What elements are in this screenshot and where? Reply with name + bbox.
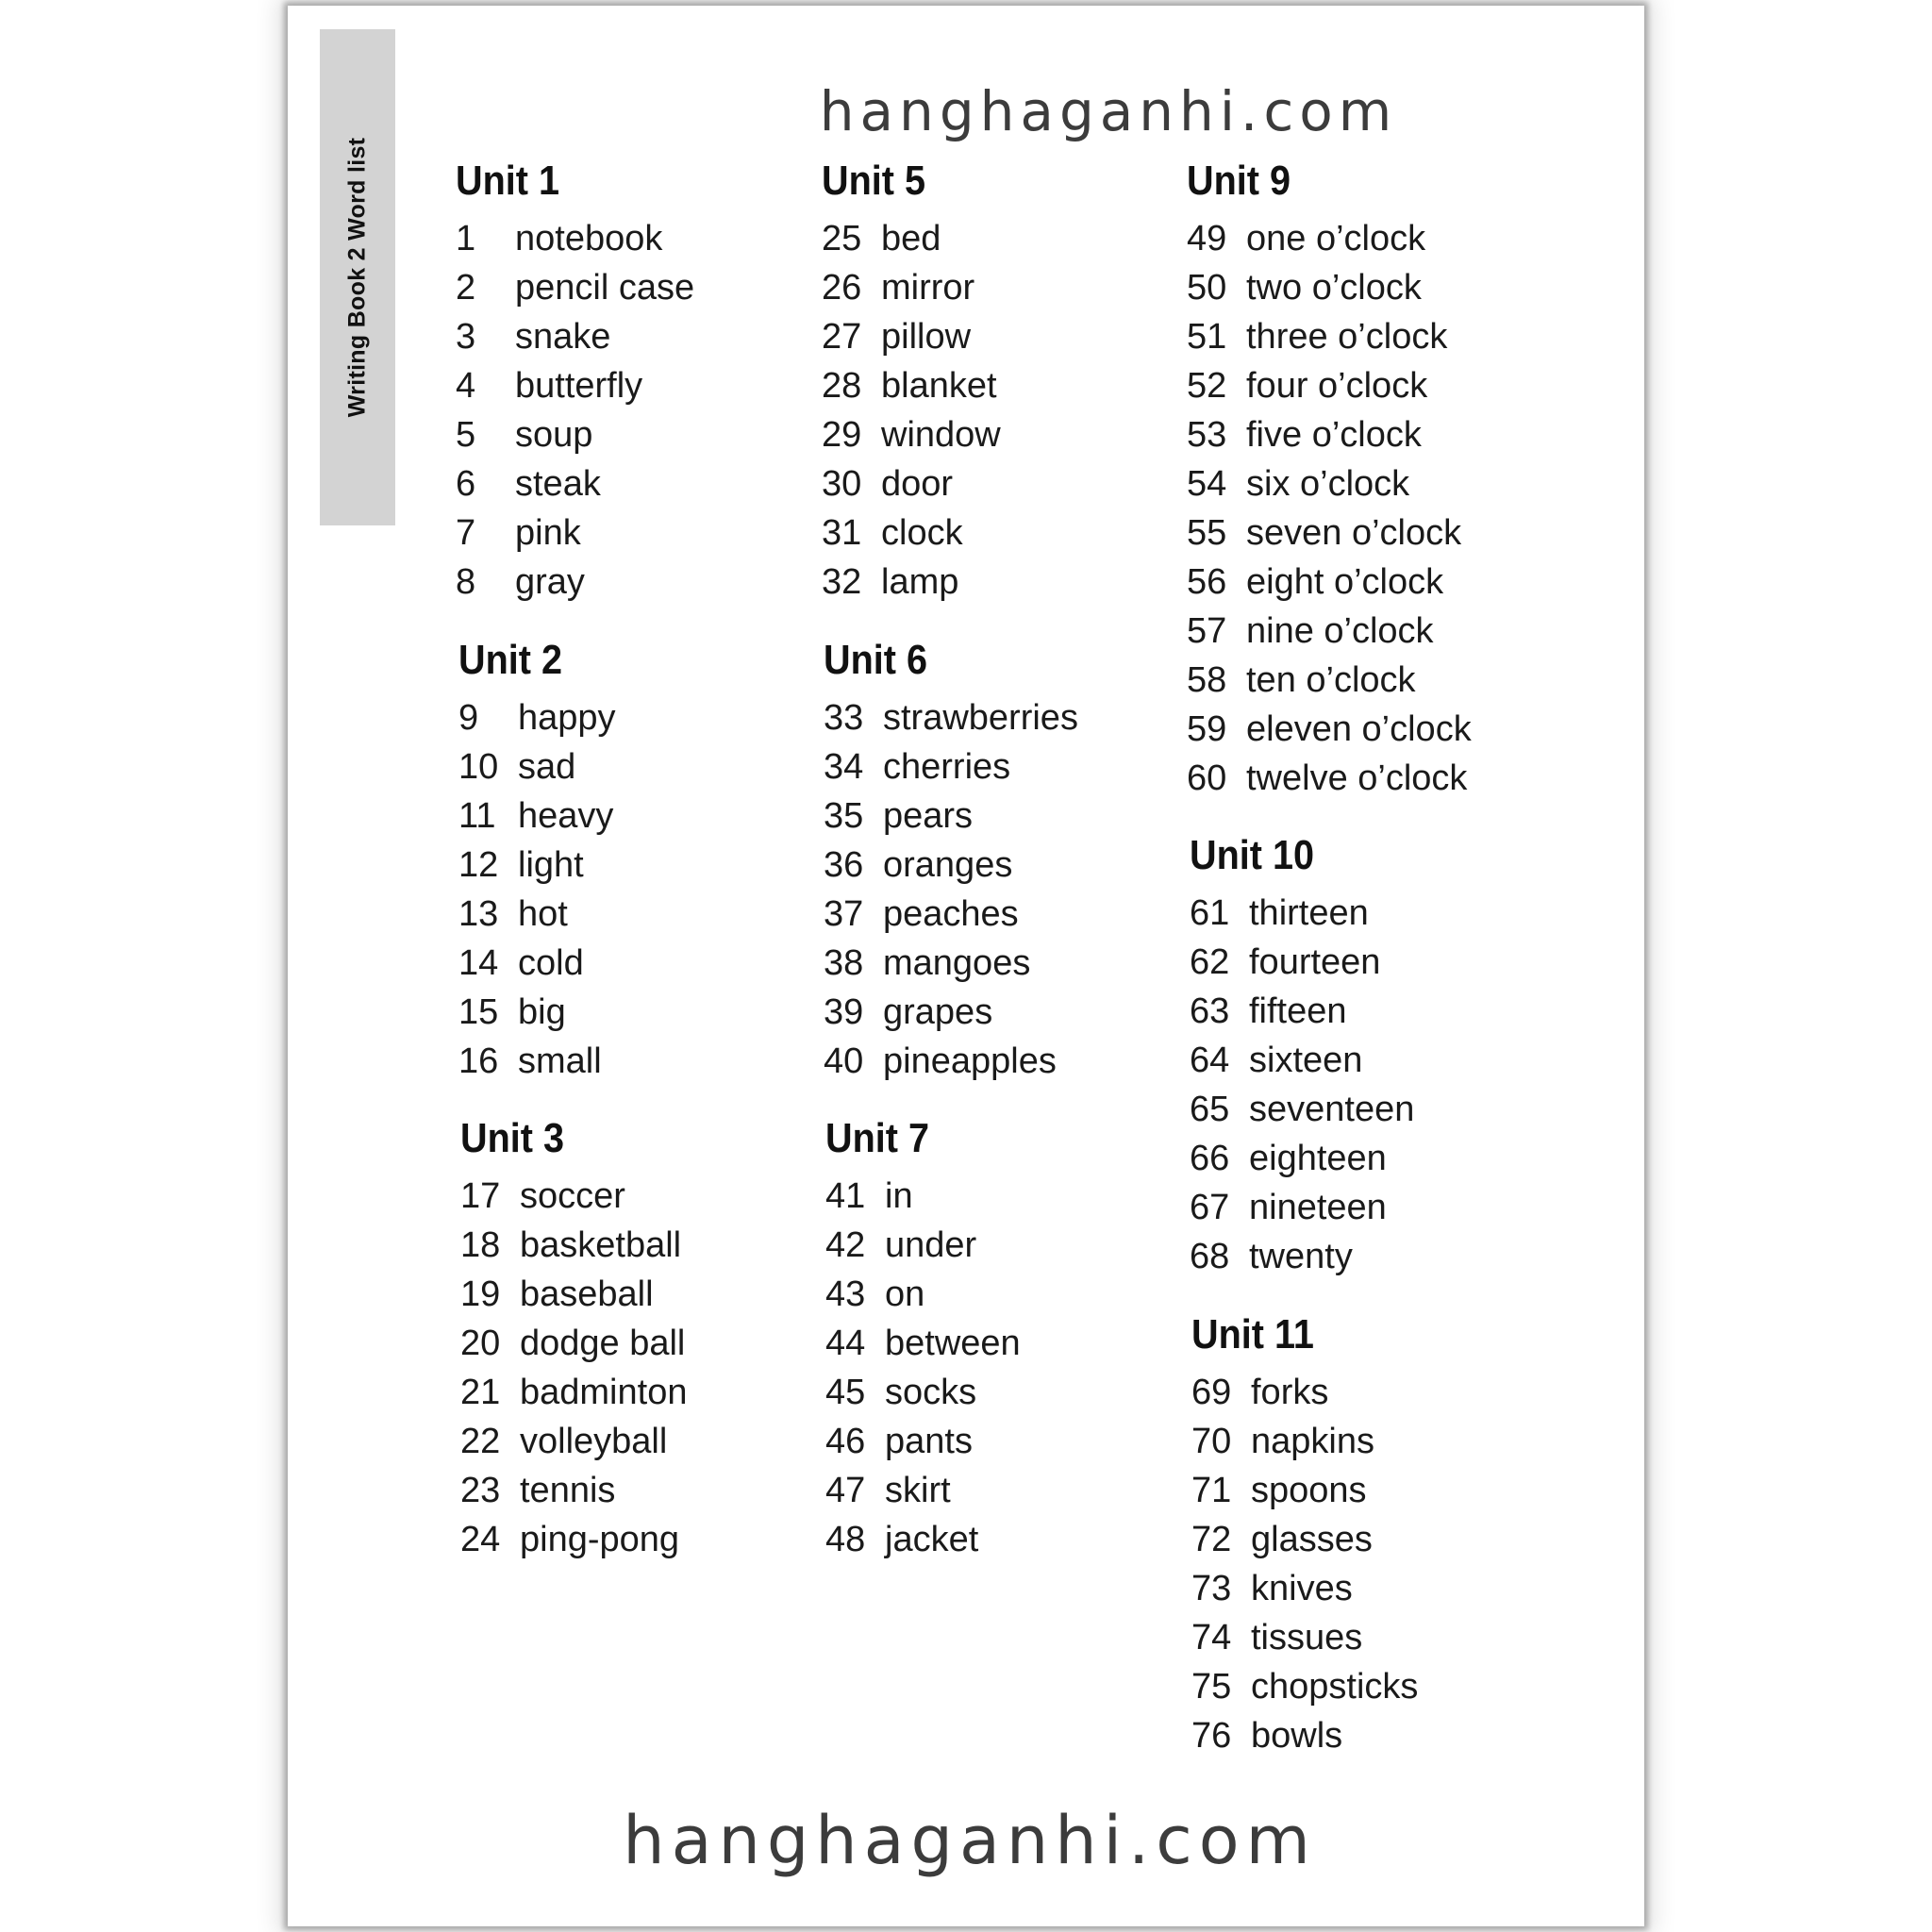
word-entry	[824, 939, 1182, 988]
word-entry	[1187, 558, 1545, 607]
word-list	[458, 693, 817, 1086]
word-number: 39	[824, 991, 864, 1032]
word-text: sixteen	[1249, 1040, 1363, 1080]
word-text: under	[885, 1224, 977, 1265]
word-entry	[458, 841, 817, 890]
word-entry	[1187, 312, 1545, 361]
word-number: 37	[824, 893, 864, 934]
word-number: 9	[458, 697, 479, 738]
word-entry	[1191, 1662, 1550, 1711]
word-text: heavy	[518, 795, 614, 836]
word-text: mirror	[881, 267, 975, 308]
word-text: knives	[1251, 1568, 1353, 1608]
word-list	[1191, 1368, 1550, 1760]
word-entry	[1191, 1711, 1550, 1760]
watermark-bottom: hanghaganhi.com	[623, 1802, 1317, 1879]
word-number: 4	[456, 365, 476, 406]
word-entry	[822, 214, 1180, 263]
word-number: 64	[1190, 1040, 1230, 1080]
word-text: small	[518, 1041, 602, 1081]
unit-section	[456, 156, 814, 607]
word-text: gray	[515, 561, 585, 602]
word-number: 5	[456, 414, 476, 455]
unit-section	[1190, 830, 1548, 1281]
word-number: 56	[1187, 561, 1227, 602]
word-number: 23	[460, 1470, 501, 1510]
word-entry	[824, 890, 1182, 939]
word-entry	[460, 1368, 819, 1417]
word-entry	[460, 1515, 819, 1564]
word-entry	[1187, 214, 1545, 263]
word-number: 71	[1191, 1470, 1232, 1510]
word-number: 51	[1187, 316, 1227, 357]
word-entry	[460, 1172, 819, 1221]
side-tab-label: Writing Book 2 Word list	[343, 137, 371, 418]
word-text: butterfly	[515, 365, 643, 406]
word-entry	[825, 1270, 1184, 1319]
word-number: 29	[822, 414, 862, 455]
word-number: 6	[456, 463, 476, 504]
word-entry	[1191, 1564, 1550, 1613]
word-text: snake	[515, 316, 611, 357]
word-number: 13	[458, 893, 499, 934]
word-number: 76	[1191, 1715, 1232, 1756]
word-entry	[1187, 656, 1545, 705]
word-text: bowls	[1251, 1715, 1343, 1756]
word-number: 43	[825, 1274, 866, 1314]
unit-section	[1191, 1309, 1550, 1760]
word-number: 22	[460, 1421, 501, 1461]
word-entry	[458, 693, 817, 742]
word-entry	[822, 263, 1180, 312]
word-text: hot	[518, 893, 568, 934]
word-list	[1187, 214, 1545, 803]
word-entry	[1190, 938, 1548, 987]
word-number: 54	[1187, 463, 1227, 504]
word-entry	[822, 361, 1180, 410]
word-text: notebook	[515, 218, 663, 258]
word-entry	[1190, 1085, 1548, 1134]
word-text: blanket	[881, 365, 997, 406]
unit-section	[824, 635, 1182, 1086]
word-number: 49	[1187, 218, 1227, 258]
word-text: forks	[1251, 1372, 1329, 1412]
word-number: 25	[822, 218, 862, 258]
unit-heading: Unit 3	[460, 1115, 565, 1161]
word-number: 48	[825, 1519, 866, 1559]
word-entry	[456, 312, 814, 361]
word-number: 19	[460, 1274, 501, 1314]
word-number: 27	[822, 316, 862, 357]
word-text: fourteen	[1249, 941, 1381, 982]
word-text: thirteen	[1249, 892, 1369, 933]
word-entry	[460, 1221, 819, 1270]
word-number: 36	[824, 844, 864, 885]
word-entry	[458, 791, 817, 841]
unit-heading: Unit 9	[1187, 158, 1291, 204]
word-entry	[825, 1417, 1184, 1466]
word-text: socks	[885, 1372, 977, 1412]
word-list	[456, 214, 814, 607]
word-entry	[822, 459, 1180, 508]
word-entry	[822, 312, 1180, 361]
word-number: 66	[1190, 1138, 1230, 1178]
word-number: 8	[456, 561, 476, 602]
word-entry	[458, 988, 817, 1037]
word-number: 2	[456, 267, 476, 308]
word-text: tennis	[520, 1470, 616, 1510]
word-number: 68	[1190, 1236, 1230, 1276]
word-number: 12	[458, 844, 499, 885]
word-entry	[824, 841, 1182, 890]
word-entry	[1191, 1417, 1550, 1466]
word-text: strawberries	[883, 697, 1078, 738]
word-entry	[1187, 508, 1545, 558]
word-entry	[1187, 410, 1545, 459]
word-entry	[456, 410, 814, 459]
word-entry	[458, 742, 817, 791]
word-text: in	[885, 1175, 913, 1216]
word-text: oranges	[883, 844, 1013, 885]
word-list	[825, 1172, 1184, 1564]
unit-section	[1187, 156, 1545, 803]
word-number: 16	[458, 1041, 499, 1081]
word-text: dodge ball	[520, 1323, 686, 1363]
word-text: soup	[515, 414, 593, 455]
unit-section	[460, 1113, 819, 1564]
word-text: eighteen	[1249, 1138, 1387, 1178]
word-number: 46	[825, 1421, 866, 1461]
word-number: 55	[1187, 512, 1227, 553]
word-entry	[1191, 1466, 1550, 1515]
word-text: four o’clock	[1246, 365, 1428, 406]
word-number: 75	[1191, 1666, 1232, 1707]
word-entry	[458, 1037, 817, 1086]
word-entry	[458, 890, 817, 939]
word-number: 63	[1190, 991, 1230, 1031]
word-number: 15	[458, 991, 499, 1032]
word-list	[1190, 889, 1548, 1281]
word-entry	[824, 791, 1182, 841]
word-entry	[822, 410, 1180, 459]
word-text: big	[518, 991, 566, 1032]
word-number: 24	[460, 1519, 501, 1559]
word-entry	[1190, 1232, 1548, 1281]
word-number: 14	[458, 942, 499, 983]
word-number: 33	[824, 697, 864, 738]
word-text: eight o’clock	[1246, 561, 1444, 602]
word-text: grapes	[883, 991, 993, 1032]
word-text: seven o’clock	[1246, 512, 1462, 553]
word-entry	[460, 1417, 819, 1466]
word-number: 42	[825, 1224, 866, 1265]
word-text: pink	[515, 512, 581, 553]
word-text: eleven o’clock	[1246, 708, 1472, 749]
watermark-top: hanghaganhi.com	[819, 79, 1398, 143]
word-entry	[825, 1319, 1184, 1368]
word-text: clock	[881, 512, 963, 553]
word-entry	[1190, 987, 1548, 1036]
word-number: 67	[1190, 1187, 1230, 1227]
word-text: twelve o’clock	[1246, 758, 1468, 798]
unit-heading: Unit 2	[458, 637, 563, 683]
word-entry	[456, 361, 814, 410]
word-text: between	[885, 1323, 1021, 1363]
unit-heading: Unit 7	[825, 1115, 930, 1161]
word-number: 34	[824, 746, 864, 787]
word-number: 65	[1190, 1089, 1230, 1129]
word-list	[824, 693, 1182, 1086]
word-entry	[825, 1368, 1184, 1417]
word-number: 73	[1191, 1568, 1232, 1608]
word-entry	[1191, 1613, 1550, 1662]
word-entry	[460, 1270, 819, 1319]
word-number: 18	[460, 1224, 501, 1265]
unit-section	[825, 1113, 1184, 1564]
word-number: 10	[458, 746, 499, 787]
word-entry	[456, 558, 814, 607]
word-number: 53	[1187, 414, 1227, 455]
word-entry	[825, 1515, 1184, 1564]
word-text: fifteen	[1249, 991, 1347, 1031]
word-text: spoons	[1251, 1470, 1367, 1510]
unit-section	[458, 635, 817, 1086]
word-number: 58	[1187, 659, 1227, 700]
word-number: 35	[824, 795, 864, 836]
word-number: 57	[1187, 610, 1227, 651]
word-text: steak	[515, 463, 601, 504]
word-text: seventeen	[1249, 1089, 1415, 1129]
word-text: pears	[883, 795, 974, 836]
word-text: ten o’clock	[1246, 659, 1416, 700]
word-number: 45	[825, 1372, 866, 1412]
word-entry	[1187, 459, 1545, 508]
word-text: two o’clock	[1246, 267, 1422, 308]
word-number: 7	[456, 512, 476, 553]
word-text: basketball	[520, 1224, 682, 1265]
word-text: nineteen	[1249, 1187, 1387, 1227]
word-text: ping-pong	[520, 1519, 680, 1559]
word-entry	[1187, 705, 1545, 754]
word-number: 38	[824, 942, 864, 983]
word-number: 20	[460, 1323, 501, 1363]
word-text: cold	[518, 942, 584, 983]
word-text: skirt	[885, 1470, 951, 1510]
word-number: 74	[1191, 1617, 1232, 1657]
word-entry	[1190, 1183, 1548, 1232]
word-text: pillow	[881, 316, 972, 357]
word-text: five o’clock	[1246, 414, 1422, 455]
word-text: twenty	[1249, 1236, 1353, 1276]
word-number: 60	[1187, 758, 1227, 798]
word-text: light	[518, 844, 584, 885]
word-entry	[824, 988, 1182, 1037]
word-entry	[1191, 1515, 1550, 1564]
word-entry	[1190, 1134, 1548, 1183]
word-entry	[822, 508, 1180, 558]
word-list	[460, 1172, 819, 1564]
word-entry	[825, 1221, 1184, 1270]
word-number: 47	[825, 1470, 866, 1510]
word-text: happy	[518, 697, 616, 738]
word-text: peaches	[883, 893, 1019, 934]
word-text: six o’clock	[1246, 463, 1410, 504]
word-text: pants	[885, 1421, 973, 1461]
word-number: 30	[822, 463, 862, 504]
word-entry	[822, 558, 1180, 607]
word-number: 52	[1187, 365, 1227, 406]
word-text: volleyball	[520, 1421, 668, 1461]
unit-heading: Unit 5	[822, 158, 926, 204]
word-text: door	[881, 463, 954, 504]
word-text: bed	[881, 218, 941, 258]
word-number: 70	[1191, 1421, 1232, 1461]
word-text: glasses	[1251, 1519, 1373, 1559]
word-entry	[1187, 754, 1545, 803]
word-entry	[1190, 1036, 1548, 1085]
word-entry	[460, 1466, 819, 1515]
word-text: nine o’clock	[1246, 610, 1434, 651]
unit-heading: Unit 11	[1191, 1311, 1314, 1357]
word-number: 11	[458, 795, 496, 836]
word-text: napkins	[1251, 1421, 1374, 1461]
word-text: window	[881, 414, 1001, 455]
word-number: 69	[1191, 1372, 1232, 1412]
side-tab	[320, 29, 395, 525]
word-number: 50	[1187, 267, 1227, 308]
word-text: soccer	[520, 1175, 625, 1216]
word-entry	[456, 263, 814, 312]
word-number: 26	[822, 267, 862, 308]
word-entry	[1191, 1368, 1550, 1417]
word-text: sad	[518, 746, 576, 787]
word-number: 28	[822, 365, 862, 406]
unit-heading: Unit 10	[1190, 832, 1315, 878]
word-number: 61	[1190, 892, 1230, 933]
word-number: 41	[825, 1175, 866, 1216]
word-text: badminton	[520, 1372, 688, 1412]
word-entry	[825, 1466, 1184, 1515]
word-number: 44	[825, 1323, 866, 1363]
word-text: on	[885, 1274, 925, 1314]
word-number: 31	[822, 512, 862, 553]
word-entry	[456, 214, 814, 263]
word-entry	[824, 1037, 1182, 1086]
word-text: tissues	[1251, 1617, 1363, 1657]
unit-section	[822, 156, 1180, 607]
word-entry	[1187, 607, 1545, 656]
word-list	[822, 214, 1180, 607]
word-text: pineapples	[883, 1041, 1057, 1081]
word-entry	[825, 1172, 1184, 1221]
unit-heading: Unit 6	[824, 637, 928, 683]
word-number: 40	[824, 1041, 864, 1081]
unit-heading: Unit 1	[456, 158, 560, 204]
word-entry	[460, 1319, 819, 1368]
word-entry	[456, 459, 814, 508]
word-entry	[1187, 361, 1545, 410]
word-text: cherries	[883, 746, 1011, 787]
word-text: three o’clock	[1246, 316, 1448, 357]
word-number: 21	[460, 1372, 501, 1412]
word-entry	[1187, 263, 1545, 312]
word-number: 1	[456, 218, 476, 258]
word-number: 17	[460, 1175, 501, 1216]
word-text: one o’clock	[1246, 218, 1426, 258]
word-entry	[824, 742, 1182, 791]
word-entry	[1190, 889, 1548, 938]
word-text: pencil case	[515, 267, 695, 308]
word-text: baseball	[520, 1274, 654, 1314]
word-number: 3	[456, 316, 476, 357]
word-entry	[458, 939, 817, 988]
word-number: 62	[1190, 941, 1230, 982]
word-entry	[456, 508, 814, 558]
word-text: lamp	[881, 561, 959, 602]
word-entry	[824, 693, 1182, 742]
word-number: 59	[1187, 708, 1227, 749]
word-number: 32	[822, 561, 862, 602]
word-text: mangoes	[883, 942, 1031, 983]
word-text: chopsticks	[1251, 1666, 1419, 1707]
word-text: jacket	[885, 1519, 979, 1559]
word-number: 72	[1191, 1519, 1232, 1559]
